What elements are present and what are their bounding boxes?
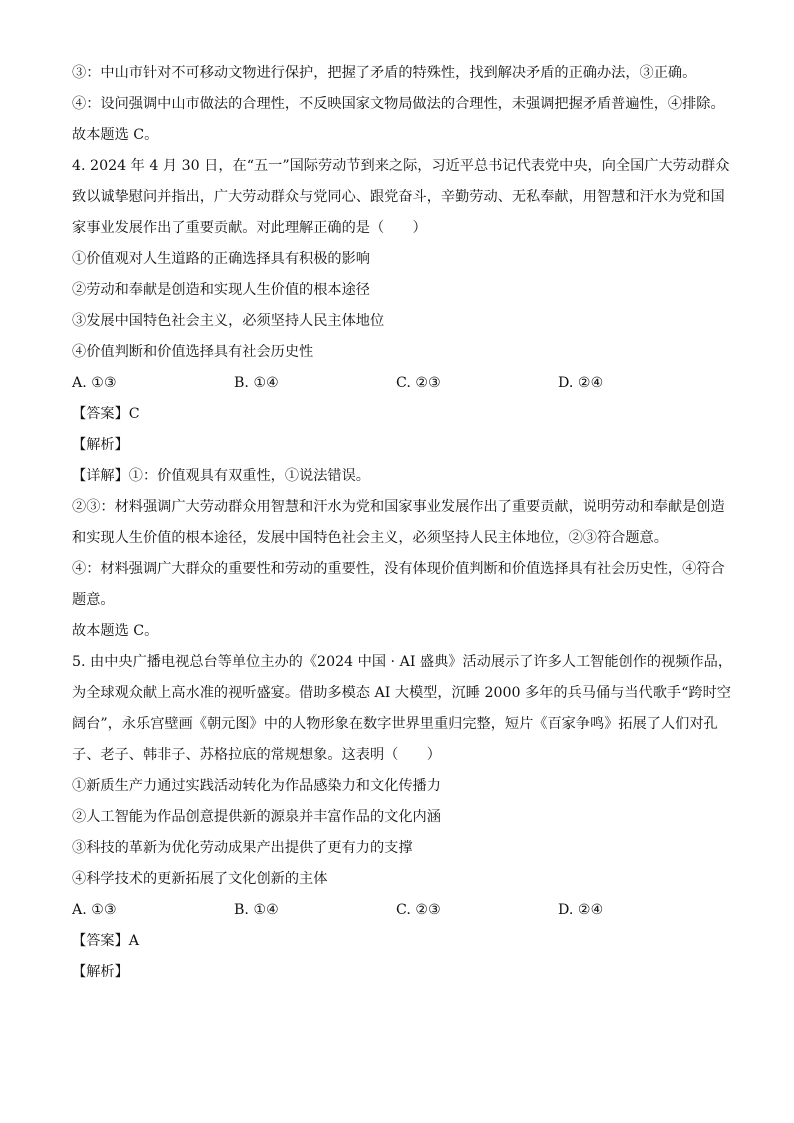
q5-item-1: ①新质生产力通过实践活动转化为作品感染力和文化传播力 (72, 778, 441, 794)
q3-analysis-line-3: ③：中山市针对不可移动文物进行保护，把握了矛盾的特殊性，找到解决矛盾的正确办法，③正确。 (72, 65, 697, 81)
q4-item-1: ①价值观对人生道路的正确选择具有积极的影响 (72, 251, 370, 267)
q5-option-b: B. ①④ (234, 902, 279, 918)
q4-options (72, 372, 722, 394)
q5-stem-line: 5. 由中央广播电视总台等单位主办的《2024 中国 · AI 盛典》活动展示了许多人工智能创作的视频作品， (72, 654, 733, 670)
q4-analysis-line: ②③：材料强调广大劳动群众用智慧和汗水为党和国家事业发展作出了重要贡献，说明劳动和奉献是创造 (72, 499, 725, 515)
document-page (72, 62, 733, 992)
q5-analysis-title: 【解析】 (72, 964, 129, 980)
q4-option-b: B. ①④ (234, 375, 279, 391)
q3-analysis-line-4: ④：设问强调中山市做法的合理性，不反映国家文物局做法的合理性，未强调把握矛盾普遍性，④排除。 (72, 96, 725, 112)
q4-analysis-title: 【解析】 (72, 437, 129, 453)
question-4 (72, 155, 730, 642)
q4-option-d: D. ②④ (558, 375, 604, 391)
q4-stem-line: 4. 2024 年 4 月 30 日，在“五一”国际劳动节到来之际，习近平总书记代表党中央，向全国广大劳动群众 (72, 158, 730, 174)
q4-item-2: ②劳动和奉献是创造和实现人生价值的根本途径 (72, 282, 370, 298)
q4-analysis-line: ④：材料强调广大群众的重要性和劳动的重要性，没有体现价值判断和价值选择具有社会历史性，④符合 (72, 561, 725, 577)
q5-stem-line: 阔台”，永乐宫壁画《朝元图》中的人物形象在数字世界里重归完整，短片《百家争鸣》拓展了人们对孔 (72, 716, 718, 732)
q5-answer: 【答案】A (72, 933, 139, 949)
q4-analysis-line: 和实现人生价值的根本途径，发展中国特色社会主义，必须坚持人民主体地位，②③符合题意。 (72, 530, 668, 546)
q5-item-2: ②人工智能为作品创意提供新的源泉并丰富作品的文化内涵 (72, 809, 441, 825)
q5-stem-line: 为全球观众献上高水准的视听盛宴。借助多模态 AI 大模型，沉睡 2000 多年的兵马俑与当代歌手“跨时空 (72, 685, 731, 701)
question-5 (72, 651, 733, 983)
q5-option-c: C. ②③ (396, 902, 441, 918)
q4-item-3: ③发展中国特色社会主义，必须坚持人民主体地位 (72, 313, 385, 329)
q4-conclusion: 故本题选 C。 (72, 623, 159, 639)
q3-conclusion: 故本题选 C。 (72, 127, 159, 143)
q5-item-3: ③科技的革新为优化劳动成果产出提供了更有力的支撑 (72, 840, 413, 856)
q4-item-4: ④价值判断和价值选择具有社会历史性 (72, 344, 314, 360)
q5-stem-line: 子、老子、韩非子、苏格拉底的常规想象。这表明（ ） (72, 747, 441, 763)
q5-option-d: D. ②④ (558, 902, 604, 918)
q5-options (72, 899, 722, 921)
q4-option-a: A. ①③ (72, 375, 117, 391)
q4-analysis-line: 【详解】①：价值观具有双重性，①说法错误。 (72, 468, 370, 484)
q5-item-4: ④科学技术的更新拓展了文化创新的主体 (72, 871, 328, 887)
q4-option-c: C. ②③ (396, 375, 441, 391)
q4-answer: 【答案】C (72, 406, 140, 422)
q4-stem-line: 致以诚挚慰问并指出，广大劳动群众与党同心、跟党奋斗，辛勤劳动、无私奉献，用智慧和汗水为党和国 (72, 189, 725, 205)
q4-stem-line: 家事业发展作出了重要贡献。对此理解正确的是（ ） (72, 220, 427, 236)
q5-option-a: A. ①③ (72, 902, 117, 918)
q4-analysis-line: 题意。 (72, 592, 115, 608)
